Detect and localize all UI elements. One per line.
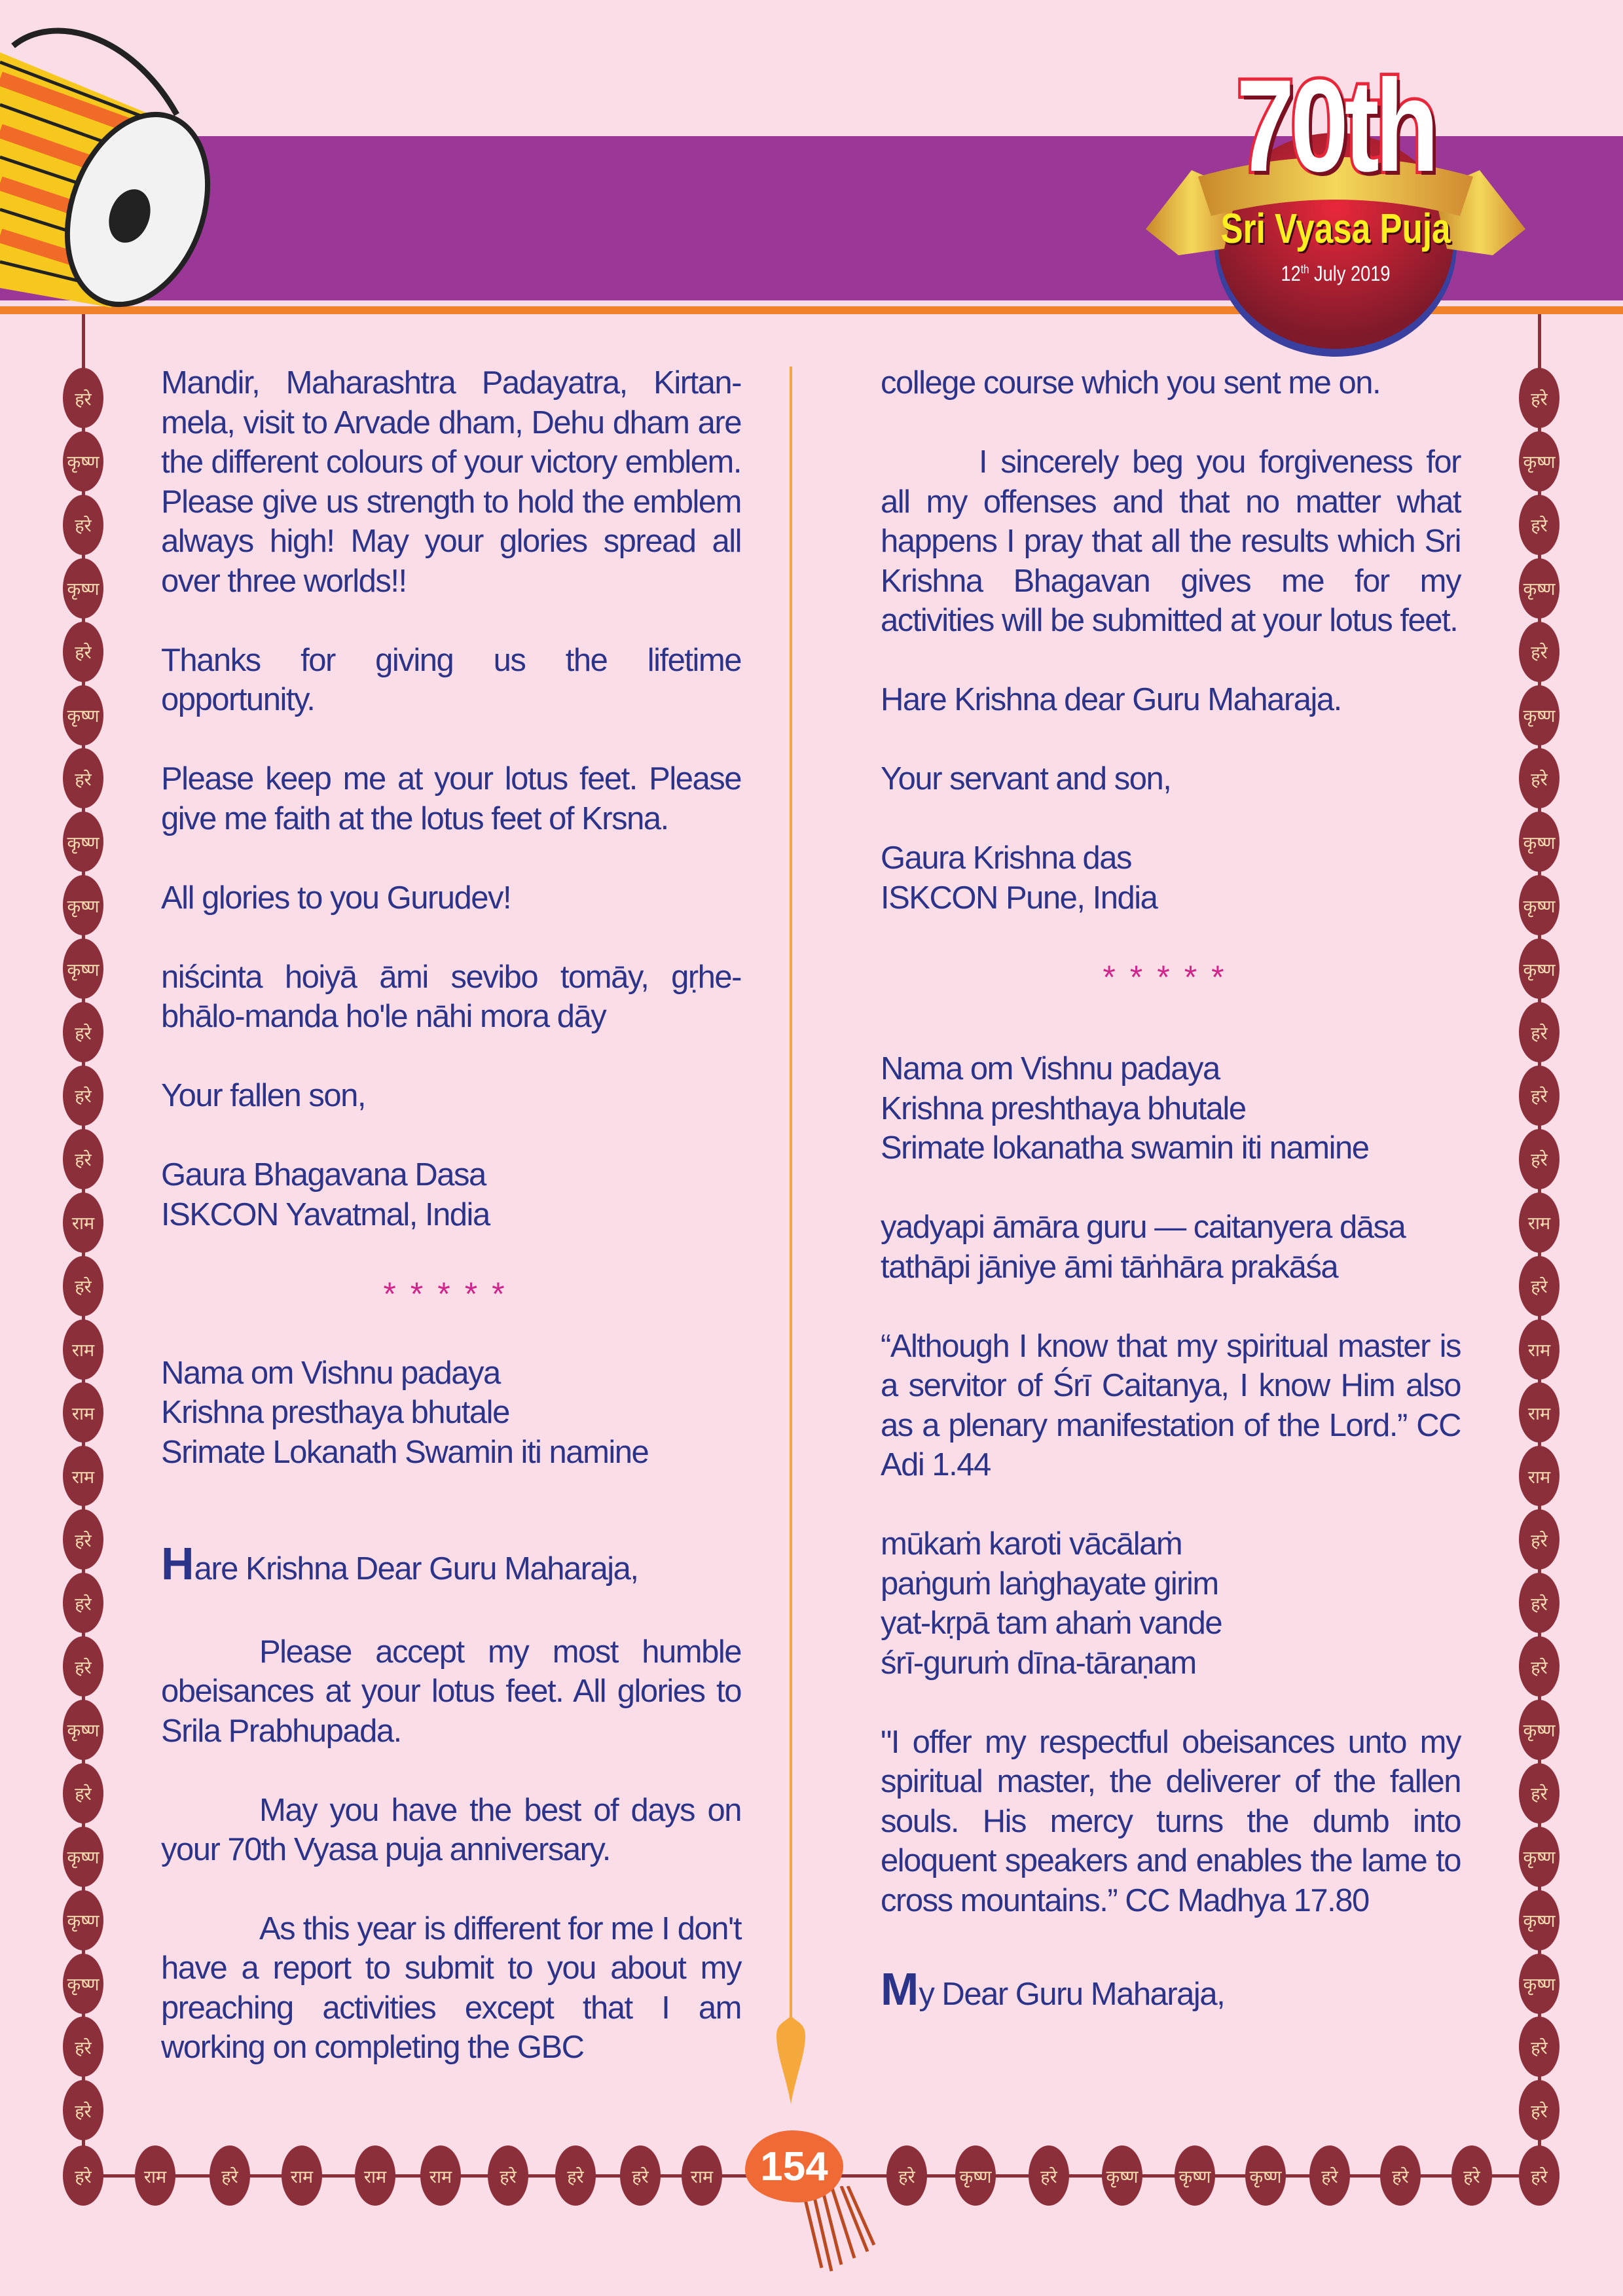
bead: कृष्ण [63, 1890, 103, 1950]
bead: कृष्ण [63, 431, 103, 492]
bead: कृष्ण [1519, 875, 1559, 935]
paragraph: Please accept my most humble obeisances at your lotus feet. All glories to Srila Prabhupada. [161, 1634, 741, 1749]
paragraph: All glories to you Gurudev! [161, 880, 511, 916]
bead: कृष्ण [63, 939, 103, 999]
bead: हरे [63, 1066, 103, 1126]
bead: हरे [63, 368, 103, 428]
bead: राम [420, 2145, 461, 2206]
bead: कृष्ण [1519, 558, 1559, 619]
bead: कृष्ण [1519, 1954, 1559, 2014]
bead: हरे [63, 1509, 103, 1570]
bead: हरे [63, 1636, 103, 1696]
bead: हरे [1519, 1636, 1559, 1696]
bead: हरे [63, 1763, 103, 1823]
mridanga-drum-icon [0, 0, 216, 321]
bead: कृष्ण [1519, 939, 1559, 999]
page-number: 154 [745, 2130, 843, 2202]
bead: राम [1519, 1193, 1559, 1253]
bead: हरे [1309, 2145, 1350, 2206]
verse-translation: “Although I know that my spiritual master is a servitor of Śrī Caitanya, I know Him also as a plenary manifestation of the Lord.” CC Adi 1.44 [881, 1328, 1461, 1482]
bead: कृष्ण [1519, 1890, 1559, 1950]
tassel-drop-icon [773, 2016, 809, 2108]
verse-translation: "I offer my respectful obeisances unto my spiritual master, the deliverer of the fallen souls. His mercy turns the dumb into eloquent speakers and enables the lame to cross mountains.” CC Madhya 17.80 [881, 1724, 1461, 1918]
bead: हरे [1519, 1573, 1559, 1633]
bead: हरे [1519, 1763, 1559, 1823]
bead: हरे [63, 622, 103, 682]
bead: राम [63, 1319, 103, 1380]
section-separator-stars: ***** [383, 1275, 519, 1312]
verse: yadyapi āmāra guru — caitanyera dāsa tathāpi jāniye āmi tāṅhāra prakāśa [881, 1210, 1406, 1285]
section-separator-stars: ***** [1103, 958, 1239, 996]
paragraph: Your fallen son, [161, 1078, 365, 1113]
paragraph: college course which you sent me on. [881, 365, 1381, 401]
badge-date: 12th July 2019 [1281, 262, 1391, 285]
bead: कृष्ण [1519, 1827, 1559, 1887]
bead: हरे [1519, 495, 1559, 555]
bead: हरे [1519, 2145, 1559, 2206]
paragraph: As this year is different for me I don't have a report to submit to you about my preaching activities except that I am working on completing the GBC [161, 1910, 741, 2065]
bead: हरे [1519, 368, 1559, 428]
bead: कृष्ण [63, 812, 103, 872]
bead: हरे [1519, 622, 1559, 682]
bead: हरे [63, 2145, 103, 2206]
bead: हरे [620, 2145, 661, 2206]
bead: राम [63, 1446, 103, 1506]
bead: हरे [1380, 2145, 1421, 2206]
verse: mūkaṁ karoti vācālaṁ paṅguṁ laṅghayate girim yat-kṛpā tam ahaṁ vande śrī-guruṁ dīna-tāraṇam [881, 1526, 1222, 1681]
bead: कृष्ण [63, 1827, 103, 1887]
bead: राम [1519, 1319, 1559, 1380]
bead: कृष्ण [63, 1954, 103, 2014]
signature: Gaura Krishna das ISKCON Pune, India [881, 840, 1158, 916]
bead: कृष्ण [63, 685, 103, 745]
bead: हरे [63, 495, 103, 555]
bead: हरे [886, 2145, 927, 2206]
bead: हरे [63, 1256, 103, 1316]
bead: राम [1519, 1446, 1559, 1506]
bead: हरे [1519, 2017, 1559, 2077]
bead: कृष्ण [63, 875, 103, 935]
bead: हरे [488, 2145, 528, 2206]
bead: राम [135, 2145, 175, 2206]
bead: राम [355, 2145, 395, 2206]
bead: हरे [1519, 1066, 1559, 1126]
pranama-mantra: Nama om Vishnu padaya Krishna presthaya bhutale Srimate Lokanath Swamin iti namine [161, 1355, 649, 1470]
badge-title: Sri Vyasa Puja [1220, 205, 1451, 252]
paragraph: Hare Krishna dear Guru Maharaja. [881, 682, 1341, 717]
bead: राम [63, 1193, 103, 1253]
bead: कृष्ण [1519, 1700, 1559, 1760]
bead: हरे [1519, 1129, 1559, 1189]
bead: कृष्ण [1519, 812, 1559, 872]
bead: कृष्ण [63, 558, 103, 619]
bead: हरे [210, 2145, 250, 2206]
right-text-column [881, 363, 1461, 2054]
bead: कृष्ण [63, 1700, 103, 1760]
signature: Gaura Bhagavana Dasa ISKCON Yavatmal, India [161, 1157, 490, 1232]
column-divider [790, 367, 792, 2022]
salutation: My Dear Guru Maharaja, [881, 1964, 1225, 2015]
bead: हरे [1451, 2145, 1492, 2206]
bead: कृष्ण [955, 2145, 996, 2206]
bead: हरे [555, 2145, 596, 2206]
verse: niścinta hoiyā āmi sevibo tomāy, gṛhe-bhālo-manda ho'le nāhi mora dāy [161, 959, 741, 1034]
bead: कृष्ण [1519, 685, 1559, 745]
paragraph: Please keep me at your lotus feet. Please give me faith at the lotus feet of Krsna. [161, 761, 741, 836]
anniversary-badge [1106, 53, 1565, 360]
salutation: Hare Krishna Dear Guru Maharaja, [161, 1538, 638, 1589]
bead: राम [682, 2145, 722, 2206]
bead: कृष्ण [1245, 2145, 1286, 2206]
paragraph: I sincerely beg you forgiveness for all my offenses and that no matter what happens I pray that all the results which Sri Krishna Bhagavan gives me for my activities will be submitted at your lotus feet. [881, 444, 1461, 638]
paragraph: May you have the best of days on your 70th Vyasa puja anniversary. [161, 1792, 741, 1867]
paragraph: Your servant and son, [881, 761, 1171, 797]
bead: हरे [1519, 748, 1559, 808]
bead: हरे [1029, 2145, 1069, 2206]
bead: कृष्ण [1175, 2145, 1215, 2206]
left-text-column [161, 363, 741, 2107]
bead: हरे [1519, 1002, 1559, 1062]
bead: हरे [1519, 1256, 1559, 1316]
pranama-mantra: Nama om Vishnu padaya Krishna preshthaya bhutale Srimate lokanatha swamin iti namine [881, 1051, 1369, 1166]
paragraph: Mandir, Maharashtra Padayatra, Kirtan-mela, visit to Arvade dham, Dehu dham are the different colours of your victory emblem. Please give us strength to hold the emblem always high! May your glories spread all over three worlds!! [161, 365, 741, 599]
bead: राम [63, 1382, 103, 1443]
bead: हरे [63, 748, 103, 808]
bead: राम [1519, 1382, 1559, 1443]
bead: राम [282, 2145, 322, 2206]
bead: हरे [63, 1573, 103, 1633]
bead: हरे [1519, 1509, 1559, 1570]
bead: कृष्ण [1519, 431, 1559, 492]
bead: हरे [63, 1002, 103, 1062]
bead: हरे [63, 2017, 103, 2077]
bead: हरे [63, 1129, 103, 1189]
bead: हरे [63, 2080, 103, 2140]
bead: कृष्ण [1102, 2145, 1142, 2206]
bead: हरे [1519, 2080, 1559, 2140]
badge-number: 70th [1236, 53, 1435, 199]
paragraph: Thanks for giving us the lifetime opportunity. [161, 642, 741, 717]
